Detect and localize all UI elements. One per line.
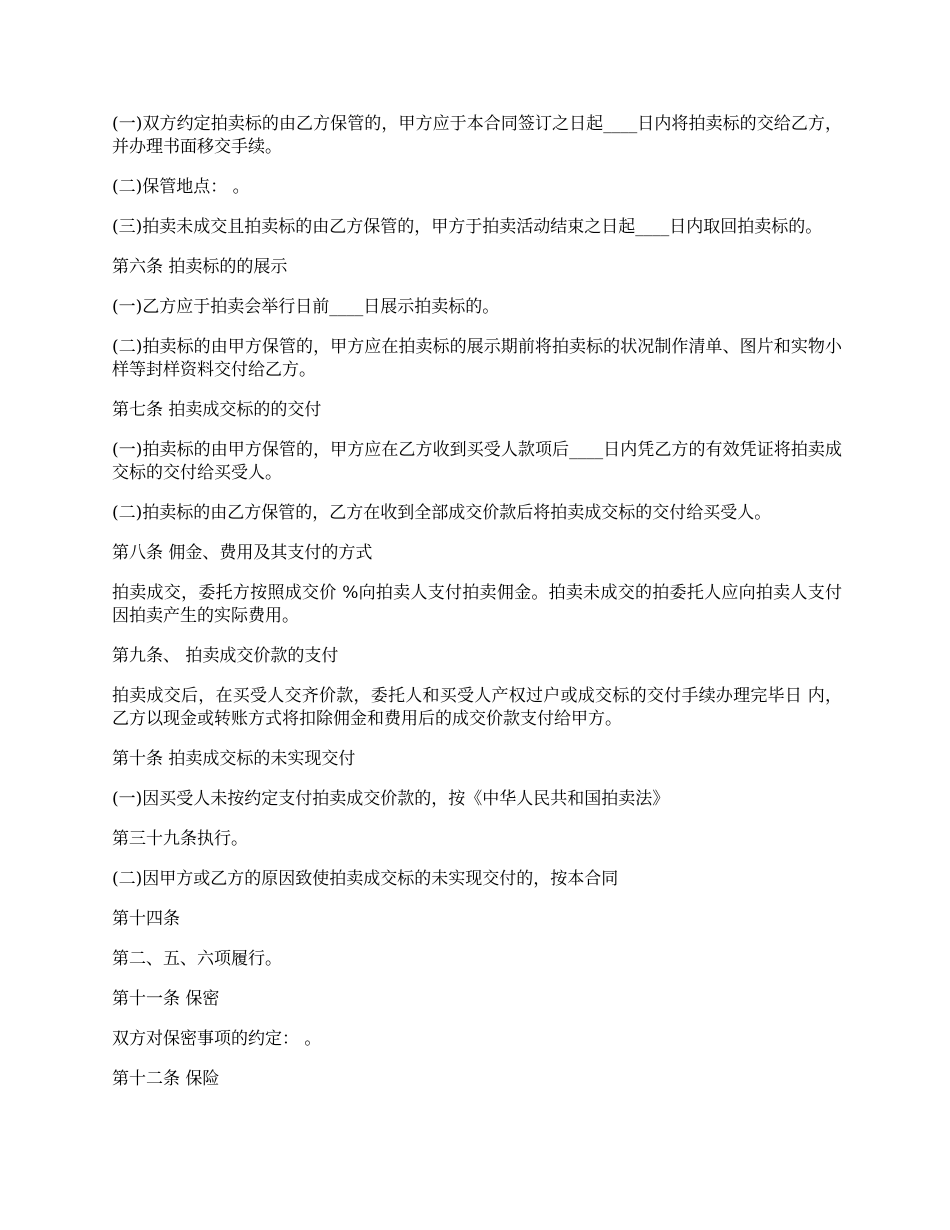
paragraph-buyer-default: (一)因买受人未按约定支付拍卖成交价款的，按《中华人民共和国拍卖法》 [112, 789, 670, 809]
paragraph-delivery-party-b: (二)拍卖标的由乙方保管的，乙方在收到全部成交价款后将拍卖成交标的交付给买受人。 [112, 503, 772, 523]
section-heading-article-6: 第六条 拍卖标的的展示 [112, 257, 288, 277]
paragraph-confidentiality: 双方对保密事项的约定： 。 [112, 1029, 322, 1049]
paragraph-party-fault: (二)因甲方或乙方的原因致使拍卖成交标的未实现交付的，按本合同 [112, 869, 619, 889]
paragraph-display-date: (一)乙方应于拍卖会举行日前____日展示拍卖标的。 [112, 297, 500, 317]
paragraph-custody-delivery: (一)双方约定拍卖标的由乙方保管的，甲方应于本合同签订之日起____日内将拍卖标的交给乙方，并办理书面移交手续。 [112, 114, 842, 157]
paragraph-unsold-retrieval: (三)拍卖未成交且拍卖标的由乙方保管的，甲方于拍卖活动结束之日起____日内取回拍卖标的。 [112, 217, 823, 237]
paragraph-article-14: 第十四条 [112, 909, 180, 929]
paragraph-delivery-party-a: (一)拍卖标的由甲方保管的，甲方应在乙方收到买受人款项后____日内凭乙方的有效凭证将拍卖成交标的交付给买受人。 [112, 440, 842, 483]
paragraph-display-materials: (二)拍卖标的由甲方保管的，甲方应在拍卖标的展示期前将拍卖标的状况制作清单、图片和实物小样等封样资料交付给乙方。 [112, 337, 842, 380]
paragraph-custody-location: (二)保管地点： 。 [112, 177, 250, 197]
paragraph-items-2-5-6: 第二、五、六项履行。 [112, 949, 282, 969]
paragraph-article-39: 第三十九条执行。 [112, 829, 248, 849]
section-heading-article-8: 第八条 佣金、费用及其支付的方式 [112, 543, 373, 563]
section-heading-article-12: 第十二条 保险 [112, 1069, 220, 1089]
paragraph-commission: 拍卖成交，委托方按照成交价 %向拍卖人支付拍卖佣金。拍卖未成交的拍委托人应向拍卖人支付因拍卖产生的实际费用。 [112, 583, 842, 626]
section-heading-article-9: 第九条、 拍卖成交价款的支付 [112, 646, 339, 666]
section-heading-article-11: 第十一条 保密 [112, 989, 220, 1009]
paragraph-payment: 拍卖成交后，在买受人交齐价款，委托人和买受人产权过户或成交标的交付手续办理完毕日 内，乙方以现金或转账方式将扣除佣金和费用后的成交价款支付给甲方。 [112, 686, 842, 729]
document-body [112, 113, 842, 1108]
section-heading-article-10: 第十条 拍卖成交标的未实现交付 [112, 749, 356, 769]
section-heading-article-7: 第七条 拍卖成交标的的交付 [112, 400, 322, 420]
